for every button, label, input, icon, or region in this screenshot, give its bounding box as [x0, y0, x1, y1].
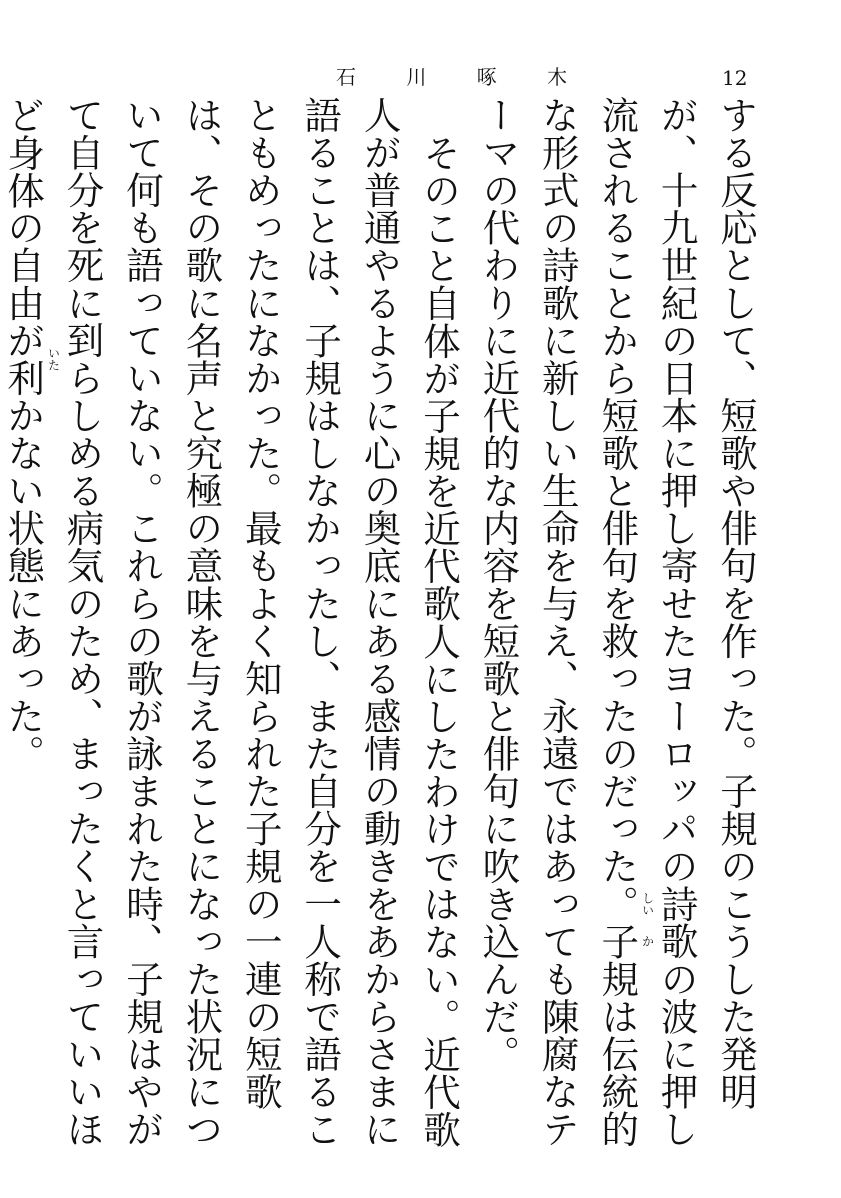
- ruby-reading: しい: [640, 891, 655, 916]
- text-run: する反応として、短歌や俳句を作った。子規のこうした発明が、十九世紀の日本に押し寄せたヨーロッパの: [654, 96, 758, 1111]
- text-run: かない状態にあった。: [1, 396, 46, 773]
- running-header-title: 石 川 啄 木: [336, 65, 590, 89]
- paragraph: [0, 96, 468, 1156]
- ruby-base-text: 利: [1, 358, 46, 397]
- ruby-base: [46, 321, 105, 371]
- ruby-base: [640, 922, 699, 960]
- ruby-reading: いた: [46, 346, 61, 371]
- ruby-base-text: 到: [60, 321, 105, 359]
- ruby-base: [1, 359, 45, 397]
- text-run: らしめる病気のため、まったくと言っていいほど: [1, 96, 105, 1148]
- ruby-base-text: 歌: [654, 922, 699, 960]
- text-run: の自由が: [1, 208, 46, 359]
- ruby-base-text: 詩: [654, 884, 699, 923]
- text-run: の波に押し流されることから短歌と俳句を救ったのだった。子規は伝統的な形式の詩歌に新しい生命を与え、永遠ではあっても陳腐なテーマの代わりに近代的な内容を短歌と俳句に吹き込んだ。: [476, 96, 699, 1148]
- ruby-base: [640, 884, 699, 923]
- ruby-reading: [0, 134, 1, 209]
- paragraph: [468, 96, 765, 1156]
- ruby-base-text: 身体: [1, 133, 46, 209]
- ruby-base: [1, 134, 45, 209]
- ruby-reading: [0, 359, 1, 397]
- page-number: 12: [722, 66, 748, 90]
- body-text: [1, 96, 765, 1156]
- text-run: そのこと自体が子規を近代歌人にしたわけではない。近代歌人が普通やるように心の奥底にある感情の動きをあからさまに語ることは、子規はしなかったし、また自分を一人称で語ることもめったになかった。最もよく知られた子規の一連の短歌は、その歌に名声と究極の意味を与えることになった状況について何も語っていない。これらの歌が詠まれた時、子規はやがて自分を死に: [60, 96, 461, 1148]
- ruby-reading: か: [640, 935, 655, 948]
